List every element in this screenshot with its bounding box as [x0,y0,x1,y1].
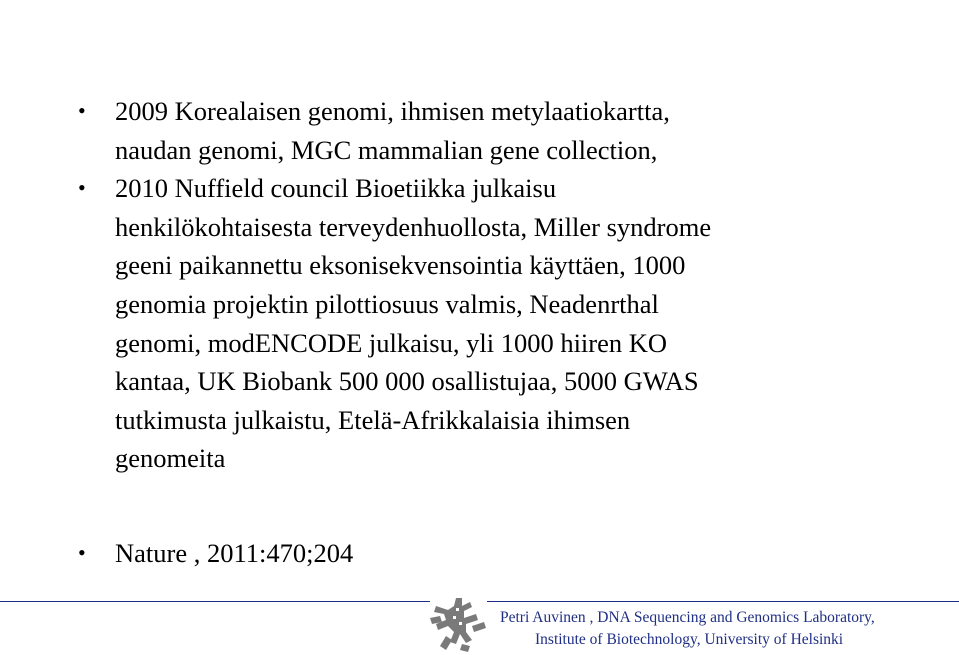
bullet-text-line: tutkimusta julkaistu, Etelä-Afrikkalaisia ihimsen [115,404,631,435]
bullet-list [78,92,838,573]
footer-divider-left [0,601,430,602]
bullet-text-line: geeni paikannettu eksonisekvensointia käyttäen, 1000 [115,250,686,281]
bullet-text-line: henkilökohtaisesta terveydenhuollosta, Miller syndrome [115,211,712,242]
footer-author-line: Petri Auvinen , DNA Sequencing and Genomics Laboratory, [500,609,875,626]
bullet-dot: • [78,539,86,565]
bullet-dot: • [78,98,86,123]
bullet-text-line: naudan genomi, MGC mammalian gene collection, [115,134,658,165]
bullet-text-line: kantaa, UK Biobank 500 000 osallistujaa, 5000 GWAS [115,366,699,397]
bullet-text-line: 2009 Korealaisen genomi, ihmisen metylaatiokartta, [115,96,670,126]
bullet-item-reference [78,534,838,573]
bullet-text-line: 2010 Nuffield council Bioetiikka julkaisu [115,173,557,204]
bullet-text-line: genomia projektin pilottiosuus valmis, Neadenrthal [115,288,659,319]
bullet-item-2010 [78,169,838,478]
university-logo-icon [426,596,492,654]
bullet-text-line: Nature , 2011:470;204 [115,537,354,568]
footer-institution-line: Institute of Biotechnology, University of Helsinki [535,631,844,648]
bullet-dot: • [78,175,86,201]
footer-divider-right [487,601,959,602]
bullet-text-line: genomeita [115,443,226,474]
bullet-text-line: genomi, modENCODE julkaisu, yli 1000 hiiren KO [115,327,668,358]
bullet-item-2009 [78,92,838,169]
